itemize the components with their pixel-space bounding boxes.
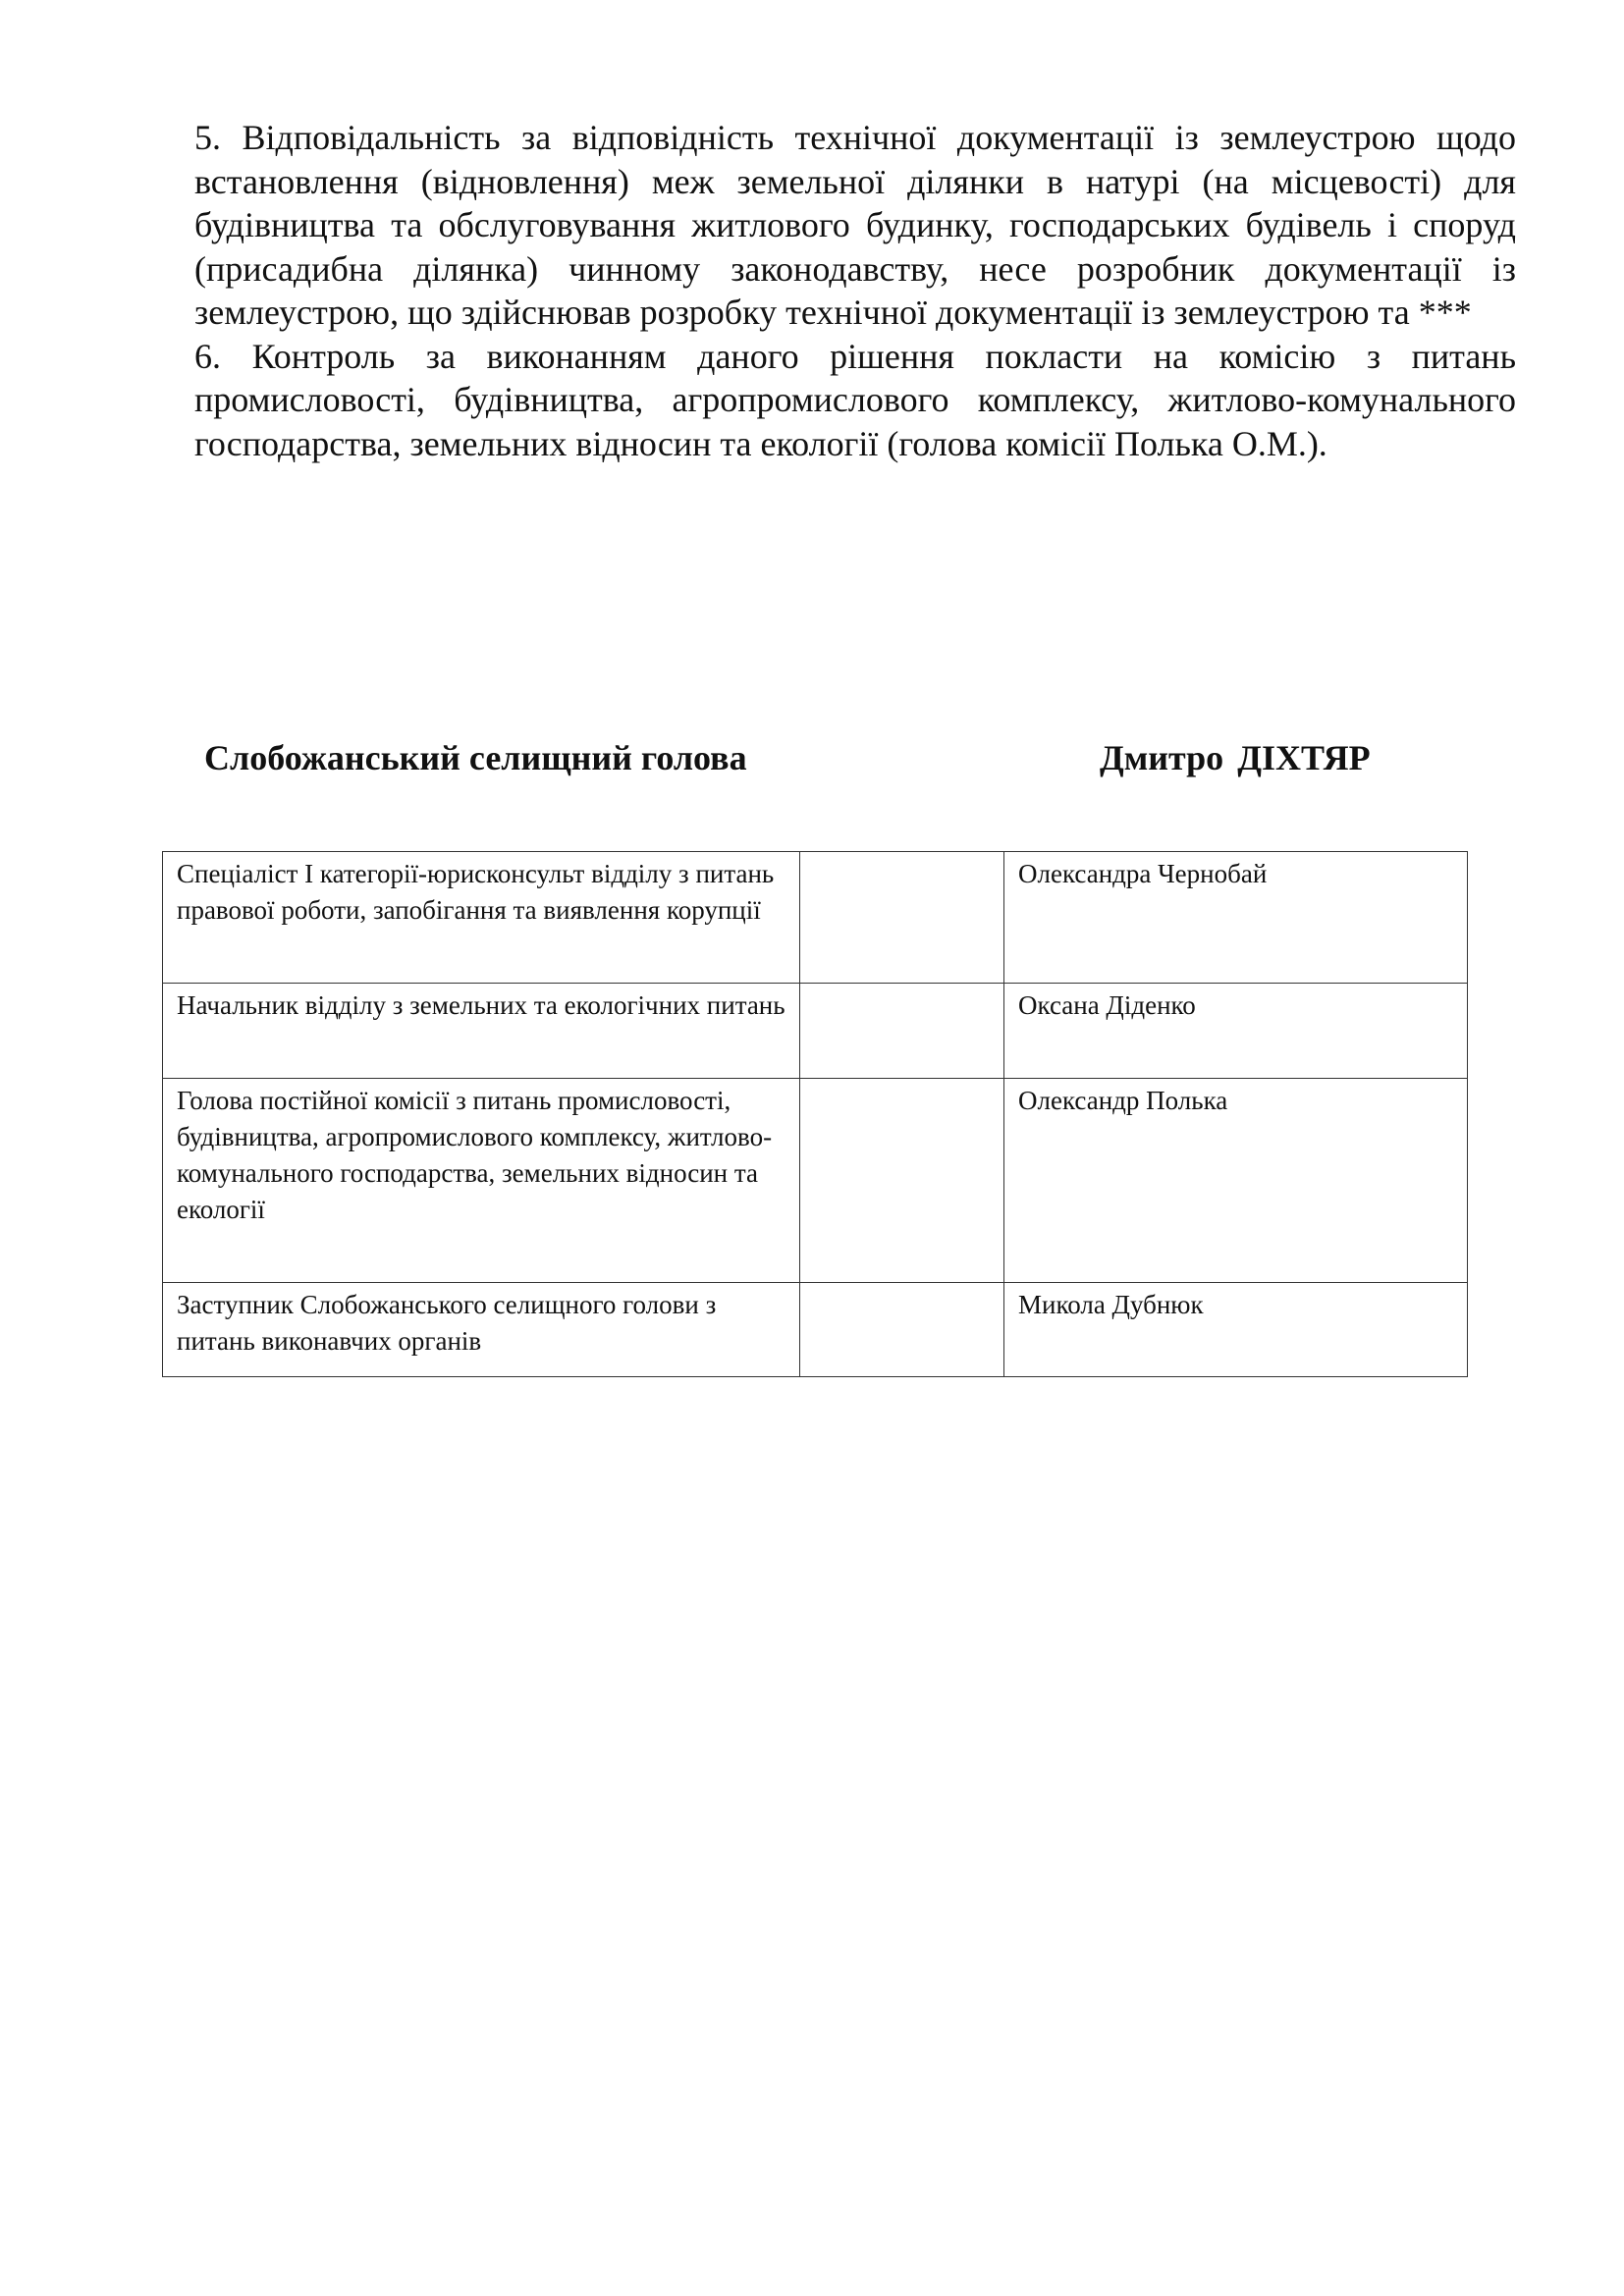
approver-name: Олександр Полька	[1004, 1079, 1468, 1283]
signatory-first-name: Дмитро	[1100, 738, 1224, 777]
table-row	[163, 984, 1468, 1079]
approver-signature-cell	[800, 1283, 1004, 1377]
approver-position: Заступник Слобожанського селищного голови з питань виконавчих органів	[163, 1283, 800, 1377]
approver-signature-cell	[800, 984, 1004, 1079]
approver-position: Начальник відділу з земельних та екологічних питань	[163, 984, 800, 1079]
table-row	[163, 852, 1468, 984]
approver-signature-cell	[800, 1079, 1004, 1283]
approver-signature-cell	[800, 852, 1004, 984]
approver-name: Микола Дубнюк	[1004, 1283, 1468, 1377]
approver-name: Олександра Чернобай	[1004, 852, 1468, 984]
table-row	[163, 1079, 1468, 1283]
signatory-name	[1100, 736, 1371, 779]
table-row	[163, 1283, 1468, 1377]
approver-position: Голова постійної комісії з питань промисловості, будівництва, агропромислового комплексу, житлово-комунального господарства, земельних відносин та екології	[163, 1079, 800, 1283]
signatory-title: Слобожанський селищний голова	[204, 738, 747, 777]
approver-name: Оксана Діденко	[1004, 984, 1468, 1079]
approver-position: Спеціаліст І категорії-юрисконсульт відділу з питань правової роботи, запобігання та виявлення корупції	[163, 852, 800, 984]
paragraph-5: 5. Відповідальність за відповідність технічної документації із землеустрою щодо встановлення (відновлення) меж земельної ділянки в натурі (на місцевості) для будівництва та обслуговування житлового будинку, господарських будівель і споруд (присадибна ділянка) чинному законодавству, несе розробник документації із землеустрою, що здійснював розробку технічної документації із землеустрою та ***	[194, 118, 1516, 332]
signatory-last-name: ДІХТЯР	[1237, 738, 1371, 777]
paragraph-6: 6. Контроль за виконанням даного рішення покласти на комісію з питань промисловості, будівництва, агропромислового комплексу, житлово-комунального господарства, земельних відносин та екології (голова комісії Полька О.М.).	[194, 336, 1516, 463]
decision-body	[194, 116, 1516, 465]
approval-table	[162, 851, 1468, 1377]
